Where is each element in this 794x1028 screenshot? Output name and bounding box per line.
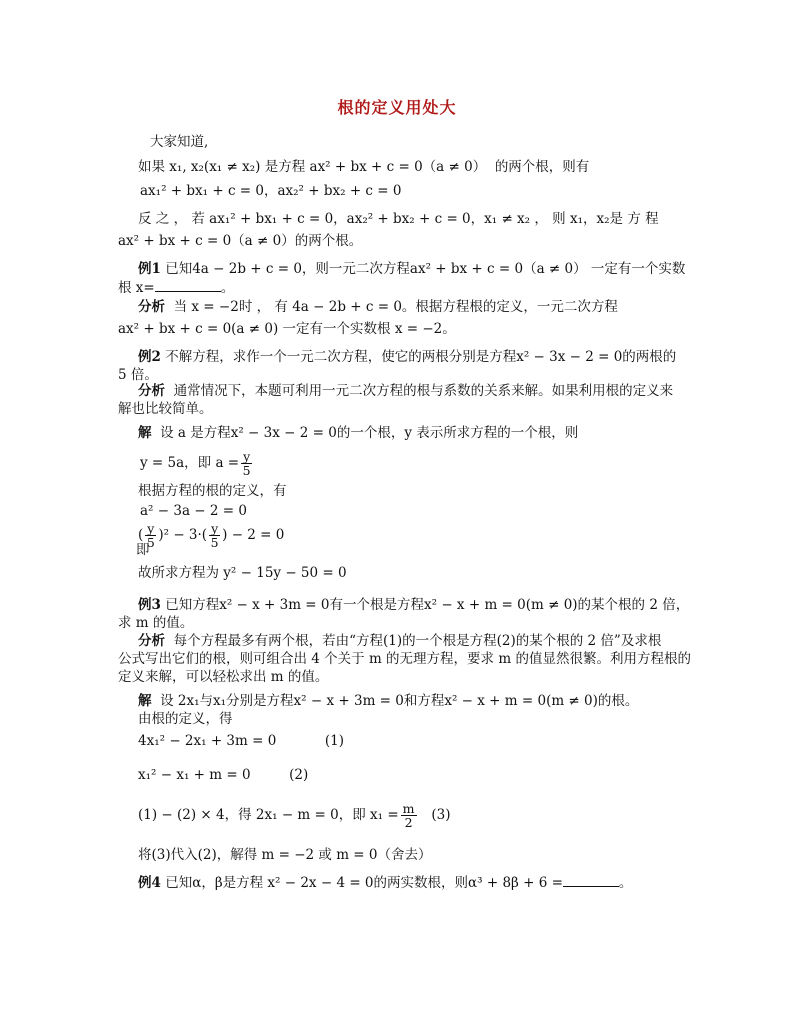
text: 定义来解，可以轻松求出 m 的值。 bbox=[118, 669, 329, 685]
text: 的一个根，y 表示所求方程的一个根，则 bbox=[336, 425, 579, 441]
ex2-analysis-1 bbox=[138, 382, 673, 400]
text: 。 bbox=[618, 875, 633, 891]
text: 和方程 bbox=[403, 693, 445, 709]
ex3-eq-4 bbox=[138, 846, 432, 864]
ex3-eq-3 bbox=[138, 798, 451, 832]
text: 解也比较简单。 bbox=[118, 401, 213, 417]
equation-number: (3) bbox=[431, 807, 451, 823]
ex2-solution-4 bbox=[140, 502, 247, 520]
denominator: 5 bbox=[242, 463, 251, 478]
numerator: y bbox=[211, 521, 219, 536]
example-label: 例1 bbox=[138, 261, 161, 277]
math: ax² + bx + c = 0（a ≠ 0） bbox=[309, 159, 487, 175]
solution-label: 解 bbox=[138, 693, 152, 709]
text: 一定有一个实数根 bbox=[282, 321, 391, 337]
text: 的某个根的 2 倍， bbox=[577, 597, 690, 613]
page-title: 根的定义用处大 bbox=[337, 98, 457, 117]
numerator: m bbox=[402, 801, 415, 816]
math: x = −2 bbox=[394, 321, 443, 337]
text: 时 ， 有 bbox=[238, 299, 288, 315]
text: 反 之 ， 若 bbox=[138, 211, 205, 227]
intro-line-5 bbox=[118, 232, 362, 250]
text: 已知 bbox=[165, 875, 193, 891]
math: 4a − 2b + c = 0 bbox=[192, 261, 302, 277]
math: ax₁² + bx₁ + c = 0，ax₂² + bx₂ + c = 0，x₁ ≠ x₂ bbox=[209, 211, 531, 227]
text: ， 则 bbox=[534, 211, 566, 227]
text: 设 bbox=[160, 693, 174, 709]
ex2-analysis-2 bbox=[118, 400, 213, 418]
ex3-eq-1 bbox=[138, 732, 344, 750]
ex1-line-1 bbox=[138, 260, 685, 278]
text: 不解方程，求作一个一元二次方程，使它的两根分别是方程 bbox=[165, 349, 517, 365]
math: α³ + 8β + 6 = bbox=[468, 875, 563, 891]
ex2-solution-1 bbox=[138, 424, 578, 442]
math: x² − 3x − 2 = 0 bbox=[516, 349, 623, 365]
text: 已知方程 bbox=[165, 597, 220, 613]
ex3-solution-1 bbox=[138, 692, 638, 710]
analysis-label: 分析 bbox=[138, 633, 165, 649]
math: x² − 2x − 4 = 0 bbox=[267, 875, 374, 891]
analysis-label: 分析 bbox=[138, 383, 165, 399]
text: 公式写出它们的根，则可组合出 4 个关于 m 的无理方程，要求 m 的值显然很繁。利用方程根的 bbox=[118, 651, 691, 667]
intro-line-3 bbox=[140, 182, 401, 200]
ex2-solution-2 bbox=[140, 448, 254, 478]
math: x² − x + 3m = 0 bbox=[293, 693, 404, 709]
ex2-line-1 bbox=[138, 348, 676, 366]
math: ax² + bx + c = 0(a ≠ 0) bbox=[118, 321, 279, 337]
text: 是方程 bbox=[264, 159, 306, 175]
ex1-analysis-1 bbox=[138, 298, 618, 316]
text: 大家知道, bbox=[150, 134, 209, 150]
text: 的根。 bbox=[597, 693, 639, 709]
math: x² − x + m = 0(m ≠ 0) bbox=[424, 597, 578, 613]
fraction bbox=[209, 522, 220, 549]
answer-blank bbox=[563, 874, 619, 887]
text: 设 a 是方程 bbox=[160, 425, 231, 441]
analysis-label: 分析 bbox=[138, 299, 165, 315]
text: 。根据方程根的定义，一元二次方程 bbox=[401, 299, 618, 315]
text: 5 倍。 bbox=[118, 367, 158, 383]
equation-number: (2) bbox=[289, 767, 309, 783]
math: x₁ bbox=[213, 693, 227, 709]
text: 是 方 程 bbox=[609, 211, 659, 227]
text: 。 bbox=[220, 280, 235, 296]
intro-line-2 bbox=[138, 158, 589, 176]
math: x₁² − x₁ + m = 0 bbox=[138, 767, 251, 783]
math: ax² + bx + c = 0（a ≠ 0） bbox=[118, 233, 295, 249]
text: 有一个根是方程 bbox=[329, 597, 425, 613]
text: ，则一元二次方程 bbox=[301, 261, 410, 277]
fraction bbox=[401, 802, 417, 829]
numerator: y bbox=[243, 449, 251, 464]
math: ) − 2 = 0 bbox=[222, 527, 285, 543]
text: 已知 bbox=[165, 261, 193, 277]
text: 的两实数根，则 bbox=[373, 875, 469, 891]
math: x² − x + 3m = 0 bbox=[219, 597, 330, 613]
denominator: 5 bbox=[146, 535, 155, 550]
math: 4a − 2b + c = 0 bbox=[292, 299, 402, 315]
example-label: 例2 bbox=[138, 349, 161, 365]
math: 4x₁² − 2x₁ + 3m = 0 bbox=[138, 733, 277, 749]
denominator: 2 bbox=[404, 815, 413, 830]
text: 由根的定义，得 bbox=[138, 711, 233, 727]
text: 通常情况下，本题可利用一元二次方程的根与系数的关系来解。如果利用根的定义来 bbox=[173, 383, 674, 399]
text: 求 m 的值。 bbox=[118, 615, 194, 631]
text: 与 bbox=[199, 693, 214, 709]
math: ax² + bx + c = 0（a ≠ 0） bbox=[409, 261, 587, 277]
solution-label: 解 bbox=[138, 425, 152, 441]
ex2-solution-3 bbox=[138, 482, 287, 500]
math: a² − 3a − 2 = 0 bbox=[140, 503, 247, 519]
text: 分别是方程 bbox=[226, 693, 294, 709]
fraction bbox=[241, 450, 252, 477]
example-label: 例3 bbox=[138, 597, 161, 613]
example-label: 例4 bbox=[138, 875, 161, 891]
text: 即 bbox=[136, 542, 150, 558]
ex1-analysis-2 bbox=[118, 320, 456, 338]
math: ( bbox=[138, 527, 144, 543]
math: 2x₁ bbox=[177, 693, 200, 709]
text: 如果 bbox=[138, 159, 165, 175]
text: 。 bbox=[442, 321, 456, 337]
ex3-analysis-3 bbox=[118, 668, 328, 686]
denominator: 5 bbox=[210, 535, 219, 550]
ex3-line-1 bbox=[138, 596, 689, 614]
text: 一定有一个实数 bbox=[590, 261, 686, 277]
equation-number: (1) bbox=[324, 733, 345, 749]
text: 的两个根，则有 bbox=[494, 159, 590, 175]
text: 当 bbox=[173, 299, 188, 315]
math: x₁, x₂(x₁ ≠ x₂) bbox=[169, 159, 261, 175]
ex4-line-1 bbox=[138, 874, 632, 892]
math: x² − 3x − 2 = 0 bbox=[230, 425, 337, 441]
ex3-line-2 bbox=[118, 614, 193, 632]
math: (1) − (2) × 4，得 2x₁ − m = 0，即 x₁ = bbox=[138, 807, 399, 823]
text: 的两个根。 bbox=[294, 233, 363, 249]
text: 每个方程最多有两个根，若由“方程(1)的一个根是方程(2)的某个根的 2 倍”及求根 bbox=[173, 633, 662, 649]
ex1-line-2 bbox=[118, 279, 234, 297]
text: 将(3)代入(2)，解得 m = −2 或 m = 0（舍去） bbox=[138, 847, 432, 863]
math: y² − 15y − 50 = 0 bbox=[223, 565, 347, 581]
math: y = 5a，即 a = bbox=[140, 455, 240, 471]
math: x² − x + m = 0(m ≠ 0) bbox=[444, 693, 598, 709]
math: α，β bbox=[192, 875, 223, 891]
ex3-eq-2 bbox=[138, 766, 308, 784]
math: )² − 3·( bbox=[158, 527, 208, 543]
numerator: y bbox=[147, 521, 155, 536]
math: ax₁² + bx₁ + c = 0，ax₂² + bx₂ + c = 0 bbox=[140, 183, 402, 199]
math: x = −2 bbox=[191, 299, 239, 315]
ex2-solution-6 bbox=[136, 541, 150, 559]
ex2-solution-7 bbox=[138, 564, 347, 582]
intro-line-1 bbox=[150, 133, 208, 151]
ex3-solution-2 bbox=[138, 710, 233, 728]
text: 的两根的 bbox=[622, 349, 677, 365]
ex2-solution-5 bbox=[138, 520, 284, 550]
ex3-analysis-1 bbox=[138, 632, 661, 650]
text: 根据方程的根的定义，有 bbox=[138, 483, 287, 499]
text: 是方程 bbox=[222, 875, 264, 891]
text: 根 x= bbox=[118, 280, 155, 296]
intro-line-4 bbox=[138, 210, 659, 228]
text: 故所求方程为 bbox=[138, 565, 219, 581]
ex3-analysis-2 bbox=[118, 650, 691, 668]
math: x₁，x₂ bbox=[569, 211, 610, 227]
answer-blank bbox=[155, 279, 221, 292]
